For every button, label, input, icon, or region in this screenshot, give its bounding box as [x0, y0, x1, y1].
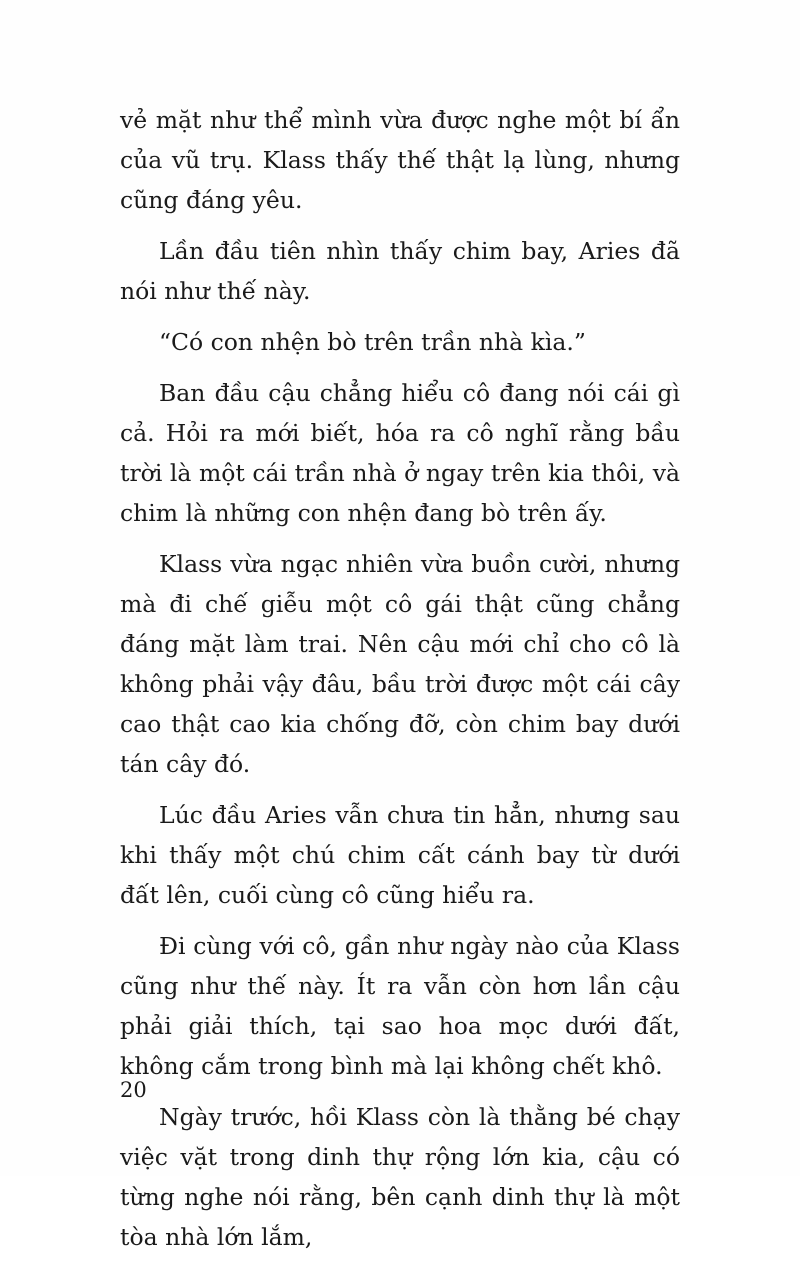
paragraph: Lúc đầu Aries vẫn chưa tin hẳn, nhưng sau khi thấy một chú chim cất cánh bay từ dưới đất lên, cuối cùng cô cũng hiểu ra.: [120, 801, 680, 909]
page-number: 20: [120, 1078, 147, 1102]
paragraph: Đi cùng với cô, gần như ngày nào của Klass cũng như thế này. Ít ra vẫn còn hơn lần cậu phải giải thích, tại sao hoa mọc dưới đất, không cắm trong bình mà lại không chết khô.: [120, 932, 680, 1080]
paragraph: Ban đầu cậu chẳng hiểu cô đang nói cái gì cả. Hỏi ra mới biết, hóa ra cô nghĩ rằng bầu trời là một cái trần nhà ở ngay trên kia thôi, và chim là những con nhện đang bò trên ấy.: [120, 379, 680, 527]
paragraph: “Có con nhện bò trên trần nhà kìa.”: [159, 328, 586, 356]
paragraph: vẻ mặt như thể mình vừa được nghe một bí ẩn của vũ trụ. Klass thấy thế thật lạ lùng, nhưng cũng đáng yêu.: [120, 106, 680, 214]
paragraph: Klass vừa ngạc nhiên vừa buồn cười, nhưng mà đi chế giễu một cô gái thật cũng chẳng đáng mặt làm trai. Nên cậu mới chỉ cho cô là không phải vậy đâu, bầu trời được một cái cây cao thật cao kia chống đỡ, còn chim bay dưới tán cây đó.: [120, 550, 680, 778]
paragraph: Ngày trước, hồi Klass còn là thằng bé chạy việc vặt trong dinh thự rộng lớn kia, cậu có từng nghe nói rằng, bên cạnh dinh thự là một tòa nhà lớn lắm,: [120, 1103, 680, 1251]
body-text: [120, 100, 680, 1268]
paragraph: Lần đầu tiên nhìn thấy chim bay, Aries đã nói như thế này.: [120, 237, 680, 305]
